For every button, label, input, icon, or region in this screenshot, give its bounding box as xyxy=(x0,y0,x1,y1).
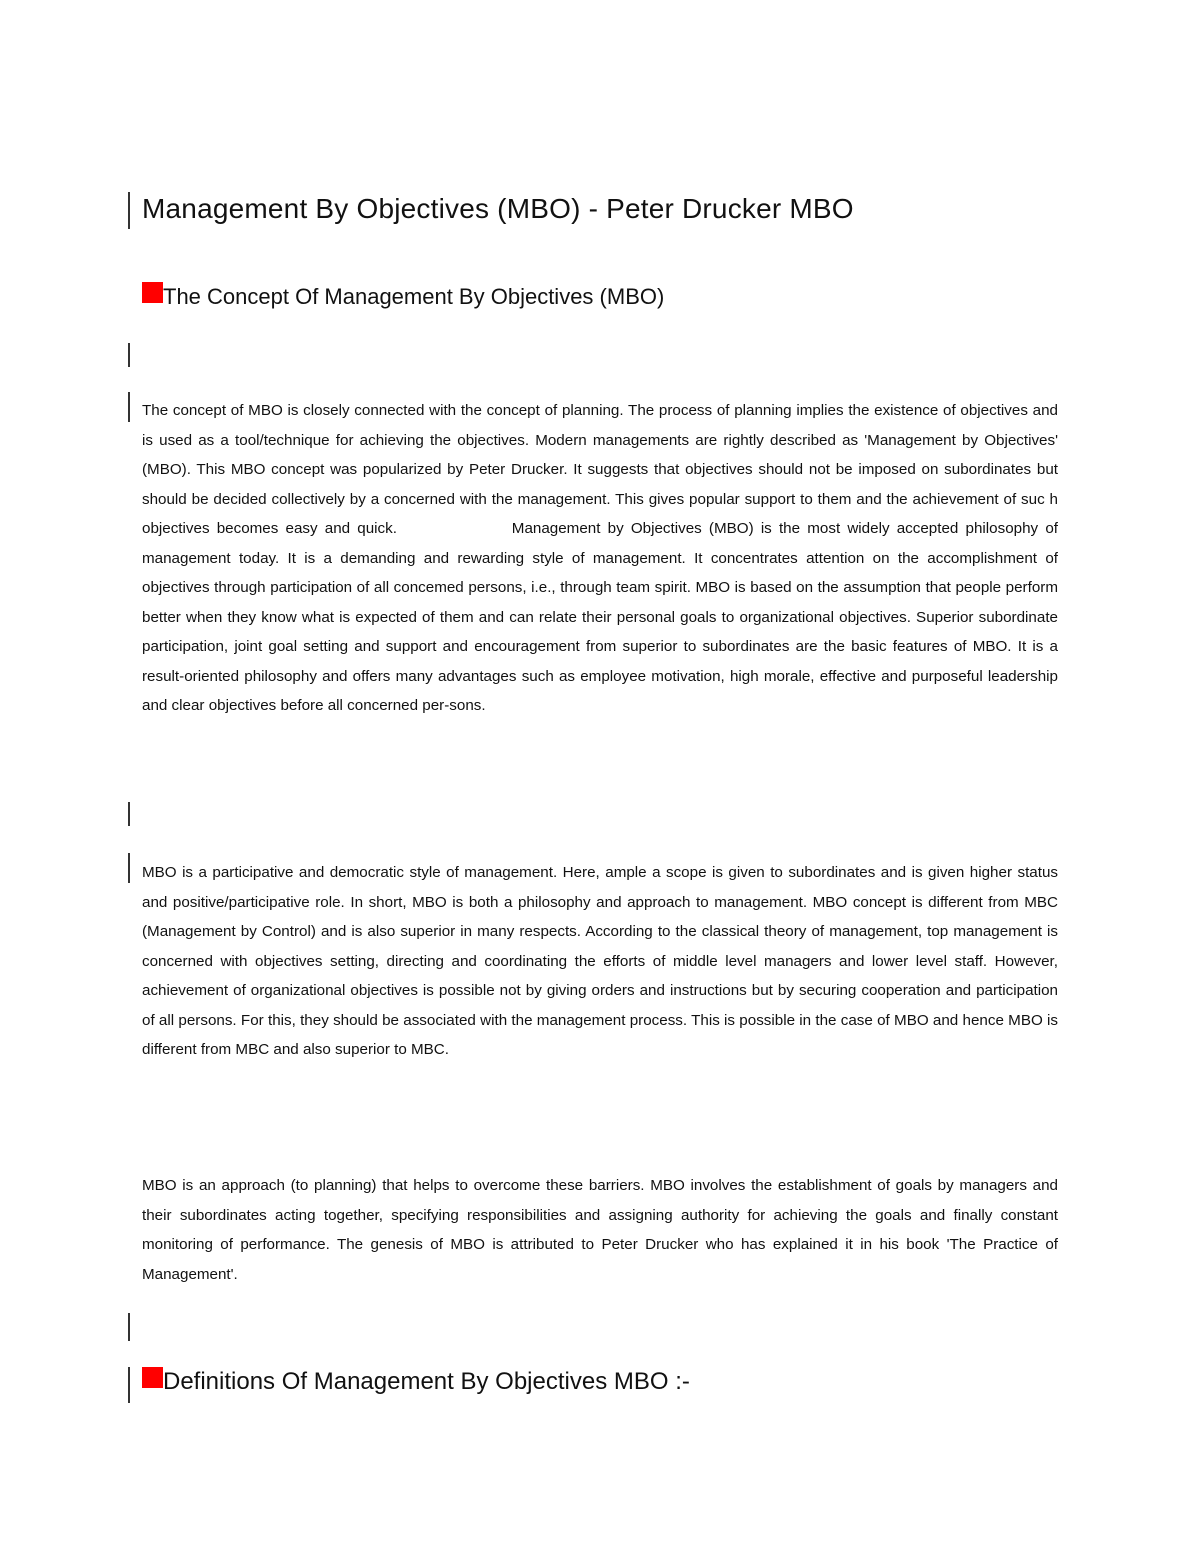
margin-bar xyxy=(128,392,130,422)
red-bullet-icon xyxy=(142,1367,163,1388)
section-heading-text: The Concept Of Management By Objectives (MBO) xyxy=(163,284,665,309)
margin-bar xyxy=(128,853,130,883)
section-heading-concept xyxy=(142,284,664,310)
section-heading-text: Definitions Of Management By Objectives MBO :- xyxy=(163,1368,690,1395)
margin-bar xyxy=(128,1313,130,1341)
paragraph: The concept of MBO is closely connected with the concept of planning. The process of planning implies the existence of objectives and is used as a tool/technique for achieving the objectives. Modern managements are rightly described as 'Management by Objectives' (MBO). This MBO concept was popularized by Peter Drucker. It suggests that objectives should not be imposed on subordinates but should be decided collectively by a concerned with the management. This gives popular support to them and the achievement of suc h objectives becomes easy and quick. Management by Objectives (MBO) is the most widely accepted philosophy of management today. It is a demanding and rewarding style of management. It concentrates attention on the accomplishment of objectives through participation of all concemed persons, i.e., through team spirit. MBO is based on the assumption that people perform better when they know what is expected of them and can relate their personal goals to organizational objectives. Superior subordinate participation, joint goal setting and support and encouragement from superior to subordinates are the basic features of MBO. It is a result-oriented philosophy and offers many advantages such as employee motivation, high morale, effective and purposeful leadership and clear objectives before all concerned per-sons. xyxy=(142,402,1063,714)
margin-bar xyxy=(128,1367,130,1403)
document-title: Management By Objectives (MBO) - Peter Drucker MBO xyxy=(142,193,854,224)
paragraph: MBO is an approach (to planning) that helps to overcome these barriers. MBO involves the establishment of goals by managers and their subordinates acting together, specifying responsibilities and assigning authority for achieving the goals and finally constant monitoring of performance. The genesis of MBO is attributed to Peter Drucker who has explained it in his book 'The Practice of Management'. xyxy=(142,1177,1058,1283)
margin-bar xyxy=(128,343,130,367)
margin-bar xyxy=(128,802,130,826)
margin-bar xyxy=(128,192,130,229)
red-bullet-icon xyxy=(142,282,163,303)
section-heading-definitions xyxy=(142,1368,690,1396)
paragraph: MBO is a participative and democratic style of management. Here, ample a scope is given to subordinates and is given higher status and positive/participative role. In short, MBO is both a philosophy and approach to management. MBO concept is different from MBC (Management by Control) and is also superior in many respects. According to the classical theory of management, top management is concerned with objectives setting, directing and coordinating the efforts of middle level managers and lower level staff. However, achievement of organizational objectives is possible not by giving orders and instructions but by securing cooperation and participation of all persons. For this, they should be associated with the management process. This is possible in the case of MBO and hence MBO is different from MBC and also superior to MBC. xyxy=(142,864,1058,1058)
